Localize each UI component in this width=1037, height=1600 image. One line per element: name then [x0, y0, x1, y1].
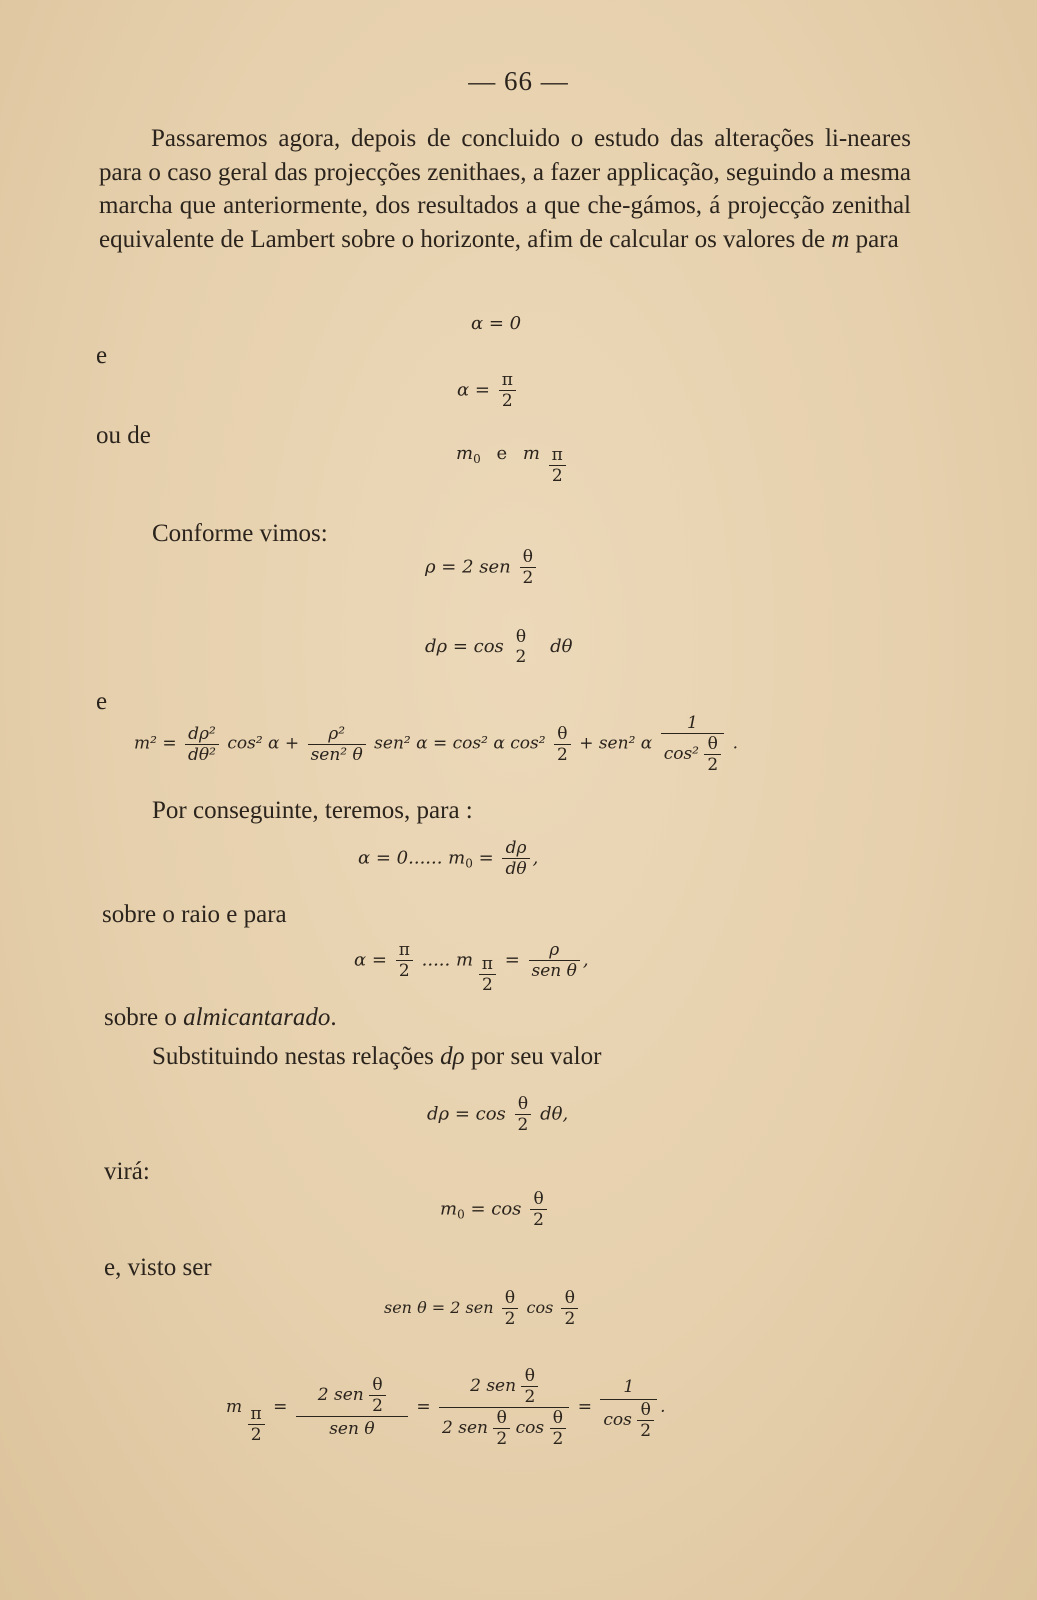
equals-3: =: [577, 1397, 592, 1417]
denominator: [600, 1400, 657, 1441]
denominator: 2: [551, 466, 563, 486]
inner-numerator: θ: [550, 1408, 567, 1429]
intro-end: para: [855, 225, 899, 253]
inner-numerator: θ: [521, 1366, 538, 1387]
label-sobre-o-almicantarado: [104, 1004, 337, 1032]
label-substituindo: [152, 1043, 601, 1071]
fraction: [530, 1189, 547, 1230]
numerator: θ: [502, 1288, 519, 1309]
equation-drho-repeat: [427, 1094, 568, 1135]
denominator: 2: [556, 744, 568, 765]
inner-denominator: 2: [524, 1387, 536, 1407]
inner-denominator: 2: [372, 1395, 383, 1416]
m-subscript-fraction: [479, 954, 496, 995]
denominator: sen θ: [531, 961, 577, 981]
label-ou-de: ou de: [96, 422, 151, 449]
fraction-c: [600, 1375, 657, 1441]
label-conforme-vimos: Conforme vimos:: [152, 520, 328, 547]
label-visto-ser: e, visto ser: [104, 1254, 212, 1281]
numerator: [296, 1375, 408, 1417]
numerator: π: [499, 370, 516, 391]
label-sobre-o-raio: sobre o raio e para: [102, 901, 287, 928]
comma: ,: [582, 949, 589, 971]
denominator: dθ: [505, 859, 527, 879]
term-2: sen² α = cos² α cos²: [374, 733, 546, 754]
period: .: [732, 733, 739, 754]
eq-lhs: dρ = cos: [425, 636, 504, 657]
equation-alpha-pi-half: [457, 370, 519, 411]
equals-cos: = cos: [470, 1198, 522, 1220]
fraction: [515, 1094, 532, 1135]
numerator: dρ²: [185, 724, 219, 745]
denominator: dθ²: [188, 744, 216, 765]
inner-denominator: 2: [640, 1420, 652, 1441]
cos-term: cos: [526, 1298, 554, 1317]
term-1: cos² α +: [227, 733, 300, 754]
term-3: + sen² α: [579, 733, 653, 754]
fraction-theta-2: [554, 724, 571, 765]
eq-lhs: m² =: [134, 733, 177, 754]
eq-lhs: ρ = 2 sen: [425, 556, 511, 578]
m-symbol: m: [522, 443, 540, 464]
denominator: sen θ: [329, 1418, 375, 1439]
den-pre: 2 sen: [442, 1418, 488, 1438]
denominator-cos: cos²: [663, 744, 699, 764]
label-e-1: e: [96, 342, 108, 369]
inner-numerator: θ: [493, 1408, 510, 1429]
page-number: — 66 —: [468, 66, 569, 96]
label-vira: virá:: [104, 1158, 150, 1185]
label-almicantarado: almicantarado: [183, 1004, 331, 1031]
eq-lhs: α = 0...... m: [358, 847, 466, 869]
fraction-alpha: [396, 940, 413, 981]
numerator: θ: [515, 1094, 532, 1115]
denominator: 2: [515, 647, 527, 667]
fraction-2: [561, 1288, 578, 1329]
label-prefix: sobre o: [104, 1004, 177, 1031]
m-subscript-fraction: [248, 1404, 265, 1445]
denominator: [439, 1408, 569, 1449]
fraction-rho-sen: [529, 940, 580, 981]
eq-rhs: dθ: [550, 636, 573, 657]
numerator: π: [248, 1404, 265, 1425]
numerator: θ: [530, 1189, 547, 1210]
equation-alpha-zero: α = 0: [471, 313, 522, 334]
inner-denominator: 2: [552, 1429, 564, 1449]
intro-variable: m: [831, 225, 850, 253]
inner-numerator: θ: [704, 734, 721, 755]
den-mid: cos: [515, 1418, 545, 1438]
denominator: sen² θ: [310, 744, 363, 765]
m0-subscript: 0: [457, 1207, 465, 1222]
eq-lhs: dρ = cos: [427, 1103, 506, 1125]
denominator: 2: [481, 974, 493, 995]
fraction-a: [296, 1375, 408, 1441]
numerator: θ: [561, 1288, 578, 1309]
numerator: ρ²: [308, 724, 366, 745]
denominator: 2: [250, 1425, 262, 1445]
numerator: θ: [515, 627, 527, 647]
denominator: 2: [501, 391, 513, 411]
label-prefix: Substituindo nestas relações: [152, 1043, 434, 1070]
denominator: 2: [398, 961, 410, 981]
conjunction-e: e: [496, 443, 508, 464]
equation-rho: [425, 547, 539, 588]
numerator: 1: [600, 1375, 657, 1400]
equation-m-squared: [134, 713, 738, 775]
intro-paragraph: [99, 122, 911, 256]
num-text: 2 sen: [470, 1376, 517, 1396]
fraction-rho2-sen2: [308, 724, 366, 765]
comma: ,: [532, 847, 539, 869]
numerator: 1: [661, 713, 725, 734]
intro-text: Passaremos agora, depois de concluido o estudo das alterações li-neares para o caso geral das projecções zenithaes, a fazer applicação, seguindo a mesma marcha que anteriormente, dos resultados a que che-gámos, á projecção zenithal equivalente de Lambert sobre o horizonte, afim de calcular os valores de: [99, 125, 911, 253]
eq-rhs: dθ,: [540, 1103, 569, 1125]
eq-lhs: α =: [457, 379, 490, 401]
m-symbol: m: [226, 1397, 243, 1417]
equation-m0-cos: [440, 1189, 550, 1230]
label-e-2: e: [96, 688, 108, 715]
fraction-drho2-dtheta2: [185, 724, 219, 765]
denominator: 2: [522, 568, 534, 588]
eq-lhs: α =: [354, 949, 387, 971]
label-por-conseguinte: Por conseguinte, teremos, para :: [152, 797, 473, 824]
numerator: ρ: [529, 940, 580, 961]
fraction: [502, 838, 529, 879]
denominator: 2: [517, 1115, 529, 1135]
numerator: π: [479, 954, 496, 975]
fraction: [499, 370, 516, 411]
denominator: 2: [533, 1210, 544, 1230]
fraction: [513, 627, 530, 667]
numerator: π: [549, 445, 566, 466]
label-variable: dρ: [440, 1043, 465, 1070]
fraction: [520, 547, 537, 588]
inner-numerator: θ: [369, 1375, 386, 1396]
numerator: [439, 1366, 569, 1408]
m0-subscript: 0: [473, 452, 481, 466]
dots-m: ..... m: [421, 949, 474, 971]
inner-denominator: 2: [707, 755, 719, 775]
equals: =: [478, 847, 494, 869]
den-cos: cos: [603, 1409, 632, 1430]
m0-subscript: 0: [465, 856, 473, 871]
denominator: 2: [564, 1309, 576, 1329]
period: .: [330, 1004, 337, 1031]
equation-m0-and-mpi2: [456, 443, 569, 486]
m0-symbol: m: [456, 443, 474, 464]
fraction-one-over-cos2: [661, 713, 725, 775]
equals: =: [504, 949, 520, 971]
m-subscript-fraction: [549, 445, 566, 486]
equation-m0-drho-dtheta: [358, 838, 538, 879]
equation-mpi2-rho: [354, 940, 589, 995]
label-suffix: por seu valor: [470, 1043, 602, 1070]
equals-2: =: [416, 1397, 431, 1417]
equation-drho: [425, 627, 572, 667]
inner-numerator: θ: [637, 1400, 654, 1421]
numerator: π: [396, 940, 413, 961]
equation-sen-double-angle: [384, 1288, 581, 1329]
equation-final: [226, 1366, 666, 1449]
fraction-b: [439, 1366, 569, 1449]
denominator: 2: [504, 1309, 516, 1329]
equals-1: =: [273, 1397, 288, 1417]
numerator: θ: [520, 547, 537, 568]
inner-denominator: 2: [496, 1429, 508, 1449]
num-text: 2 sen: [317, 1384, 364, 1405]
numerator: dρ: [502, 838, 529, 859]
m0-symbol: m: [440, 1198, 458, 1220]
eq-lhs: sen θ = 2 sen: [384, 1298, 494, 1317]
period: .: [660, 1397, 666, 1417]
numerator: θ: [554, 724, 571, 745]
fraction-1: [502, 1288, 519, 1329]
